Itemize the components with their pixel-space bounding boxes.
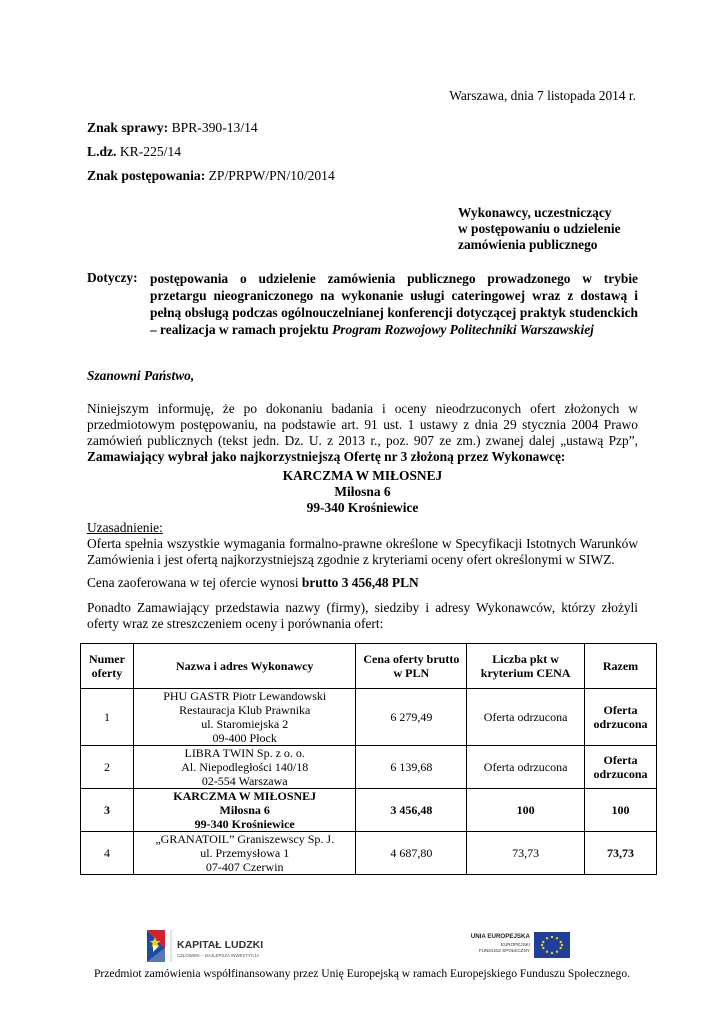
column-header: Numer oferty [81, 644, 134, 689]
recipient-block [458, 205, 648, 253]
contractor-line: KARCZMA W MIŁOSNEJ [173, 789, 317, 803]
offer-total: Oferta odrzucona [585, 689, 657, 746]
case-number-label: Znak sprawy: [87, 120, 169, 135]
greeting: Szanowni Państwo, [87, 368, 195, 383]
journal-number-value: KR-225/14 [116, 144, 182, 159]
procedure-number [87, 168, 335, 184]
eu-flag-icon [460, 929, 572, 965]
recipient-line: zamówienia publicznego [458, 237, 598, 252]
eu-efs-logo [460, 929, 572, 965]
recipient-line: Wykonawcy, uczestniczący [458, 205, 612, 220]
kapital-ludzki-emblem-icon [143, 926, 273, 966]
column-header: Liczba pkt w kryterium CENA [467, 644, 585, 689]
table-row [81, 689, 657, 746]
eu-subtitle-2: FUNDUSZ SPOŁECZNY [478, 948, 530, 953]
contractor-line: Miłosna 6 [219, 803, 270, 817]
subject-body: postępowania o udzielenie zamówienia publicznego prowadzonego w trybie przetargu nieograniczonego na wykonanie usługi cateringowej wraz z dostawą i pełną obsługą podczas ogólnouczelnianej konferencji dotyczącej praktyk studenckich – realizacja w ramach projektu [150, 271, 638, 337]
offer-price: 6 279,49 [356, 689, 467, 746]
offer-number: 2 [81, 746, 134, 789]
offer-total: Oferta odrzucona [585, 746, 657, 789]
contractor-line: LIBRA TWIN Sp. z o. o. [184, 746, 305, 760]
intro-text: Niniejszym informuję, że po dokonaniu badania i oceny nieodrzuconych ofert złożonych w przedmiotowym postępowaniu, na podstawie art. 91 ust. 1 ustawy z dnia 29 stycznia 2004 Prawo zamówień publicznych (tekst jedn. Dz. U. z 2013 r., poz. 907 ze zm.) zwanej dalej „ustawą Pzp”, [87, 401, 638, 448]
kapital-ludzki-subtitle: CZŁOWIEK – NAJLEPSZA INWESTYCJA [177, 953, 260, 958]
justification-label: Uzasadnienie: [87, 520, 163, 535]
subject-label: Dotyczy: [87, 270, 138, 285]
subject-text [150, 270, 638, 338]
contractor-line: „GRANATOIL” Graniszewscy Sp. J. [155, 832, 335, 846]
offer-points: 73,73 [467, 832, 585, 875]
winner-street: Miłosna 6 [334, 484, 391, 499]
offer-number: 1 [81, 689, 134, 746]
offers-table [80, 643, 657, 875]
price-line [87, 575, 419, 591]
offer-price: 6 139,68 [356, 746, 467, 789]
contractor-line: 99-340 Krośniewice [194, 817, 295, 831]
kapital-ludzki-logo [143, 926, 273, 966]
contractor-line: 02-554 Warszawa [201, 774, 288, 788]
table-header-row [81, 644, 657, 689]
offer-contractor [133, 746, 356, 789]
offer-price: 4 687,80 [356, 832, 467, 875]
offer-contractor [133, 832, 356, 875]
offers-intro: Ponadto Zamawiający przedstawia nazwy (firmy), siedziby i adresy Wykonawców, którzy złożyli oferty wraz ze streszczeniem oceny i porównania ofert: [87, 600, 638, 631]
procedure-number-label: Znak postępowania: [87, 168, 206, 183]
offer-points: Oferta odrzucona [467, 746, 585, 789]
offer-number: 4 [81, 832, 134, 875]
offer-contractor [133, 689, 356, 746]
offer-points: 100 [467, 789, 585, 832]
table-row [81, 789, 657, 832]
contractor-line: Al. Niepodległości 140/18 [181, 760, 309, 774]
contractor-line: ul. Przemysłowa 1 [200, 846, 290, 860]
offer-contractor [133, 789, 356, 832]
table-row [81, 746, 657, 789]
journal-number [87, 144, 181, 160]
contractor-line: PHU GASTR Piotr Lewandowski [163, 689, 327, 703]
winner-block [87, 468, 638, 516]
table-row [81, 832, 657, 875]
justification-text: Oferta spełnia wszystkie wymagania formalno-prawne określone w Specyfikacji Istotnych Warunków Zamówienia i jest ofertą najkorzystniejszą zgodnie z kryteriami oceny ofert określonymi w SIWZ. [87, 536, 638, 567]
eu-title: UNIA EUROPEJSKA [470, 933, 530, 940]
contractor-line: 09-400 Płock [212, 731, 277, 745]
price-value: brutto 3 456,48 PLN [301, 575, 419, 590]
kapital-ludzki-title: KAPITAŁ LUDZKI [177, 939, 264, 951]
case-number-value: BPR-390-13/14 [168, 120, 258, 135]
offer-total: 100 [585, 789, 657, 832]
offer-total: 73,73 [585, 832, 657, 875]
price-text: Cena zaoferowana w tej ofercie wynosi [87, 575, 302, 590]
journal-number-label: L.dz. [87, 144, 117, 159]
offer-points: Oferta odrzucona [467, 689, 585, 746]
column-header: Cena oferty brutto w PLN [356, 644, 467, 689]
winner-name: KARCZMA W MIŁOSNEJ [282, 468, 443, 483]
contractor-line: ul. Staromiejska 2 [201, 717, 289, 731]
column-header: Nazwa i adres Wykonawcy [133, 644, 356, 689]
case-number [87, 120, 258, 136]
letter-date: Warszawa, dnia 7 listopada 2014 r. [449, 88, 636, 103]
intro-paragraph [87, 401, 638, 465]
eu-subtitle-1: EUROPEJSKI [500, 942, 530, 947]
recipient-line: w postępowaniu o udzielenie [458, 221, 621, 236]
footer-note: Przedmiot zamówienia współfinansowany przez Unię Europejską w ramach Europejskiego Funduszu Społecznego. [93, 967, 631, 980]
procedure-number-value: ZP/PRPW/PN/10/2014 [205, 168, 335, 183]
offer-number: 3 [81, 789, 134, 832]
winner-city: 99-340 Krośniewice [306, 500, 419, 515]
subject-project: Program Rozwojowy Politechniki Warszawskiej [332, 322, 594, 337]
contractor-line: 07-407 Czerwin [205, 860, 284, 874]
column-header: Razem [585, 644, 657, 689]
offer-price: 3 456,48 [356, 789, 467, 832]
contractor-line: Restauracja Klub Prawnika [179, 703, 311, 717]
intro-decision: Zamawiający wybrał jako najkorzystniejszą Ofertę nr 3 złożoną przez Wykonawcę: [87, 449, 566, 464]
